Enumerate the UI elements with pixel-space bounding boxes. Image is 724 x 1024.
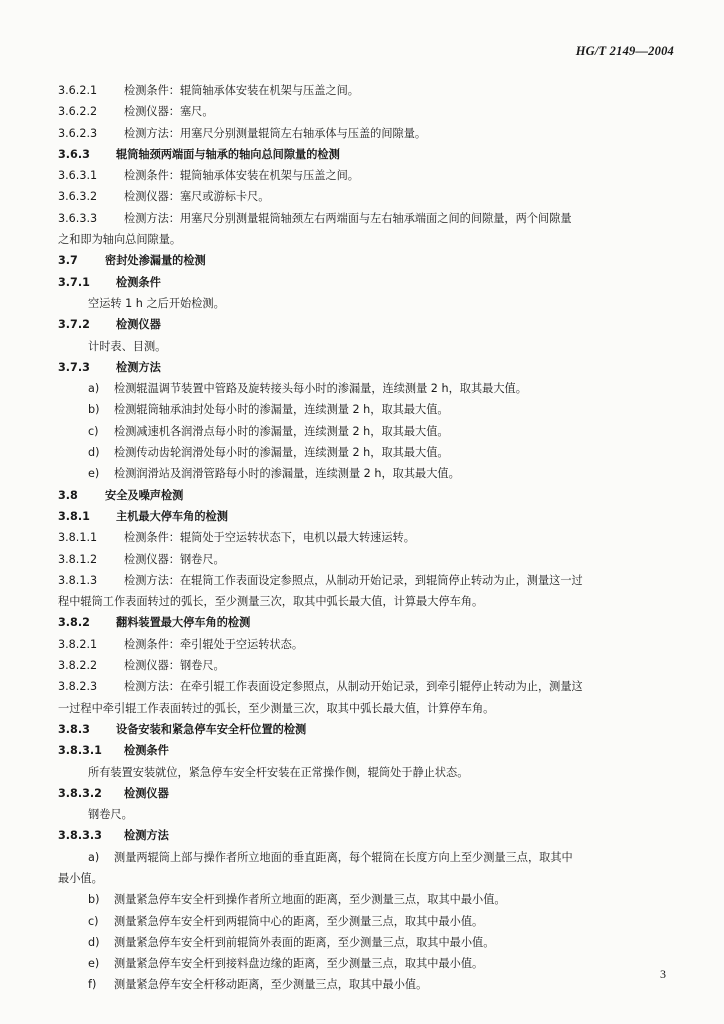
page-body (58, 80, 680, 996)
clause-3-6-3-1: 3.6.3.1 检测条件：辊筒轴承体安装在机架与压盖之间。 (58, 169, 359, 183)
heading-3-8-3-3: 3.8.3.3 检测方法 (58, 829, 169, 843)
item-3-7-3-c: c) 检测减速机各润滑点每小时的渗漏量，连续测量 2 h，取其最大值。 (88, 424, 449, 438)
item-3-8-3-3-f: f) 测量紧急停车安全杆移动距离，至少测量三点，取其中最小值。 (88, 978, 428, 992)
heading-3-8-3-1: 3.8.3.1 检测条件 (58, 744, 169, 758)
para-3-8-3-1: 所有装置安装就位，紧急停车安全杆安装在正常操作侧，辊筒处于静止状态。 (88, 765, 469, 779)
clause-3-8-2-2: 3.8.2.2 检测仪器：钢卷尺。 (58, 659, 225, 673)
para-3-8-3-2: 钢卷尺。 (88, 808, 133, 822)
item-3-8-3-3-a: a) 测量两辊筒上部与操作者所立地面的垂直距离，每个辊筒在长度方向上至少测量三点，取其中 (88, 850, 573, 864)
page-number: 3 (660, 967, 666, 981)
heading-3-6-3: 3.6.3 辊筒轴颈两端面与轴承的轴向总间隙量的检测 (58, 147, 340, 161)
item-3-7-3-b: b) 检测辊筒轴承油封处每小时的渗漏量，连续测量 2 h，取其最大值。 (88, 403, 449, 417)
heading-3-8-3-2: 3.8.3.2 检测仪器 (58, 786, 169, 800)
clause-3-6-3-2: 3.6.3.2 检测仪器：塞尺或游标卡尺。 (58, 190, 270, 204)
para-3-7-1: 空运转 1 h 之后开始检测。 (88, 296, 225, 310)
item-3-7-3-a: a) 检测辊温调节装置中管路及旋转接头每小时的渗漏量，连续测量 2 h，取其最大值。 (88, 382, 527, 396)
clause-3-8-1-3-cont: 程中辊筒工作表面转过的弧长，至少测量三次，取其中弧长最大值，计算最大停车角。 (58, 595, 484, 609)
clause-3-8-2-3-cont: 一过程中牵引辊工作表面转过的弧长，至少测量三次，取其中弧长最大值，计算停车角。 (58, 701, 495, 715)
heading-3-8-3: 3.8.3 设备安装和紧急停车安全杆位置的检测 (58, 722, 307, 736)
item-3-7-3-e: e) 检测润滑站及润滑管路每小时的渗漏量，连续测量 2 h，取其最大值。 (88, 467, 460, 481)
heading-3-7-1: 3.7.1 检测条件 (58, 275, 161, 289)
item-3-8-3-3-b: b) 测量紧急停车安全杆到操作者所立地面的距离，至少测量三点，取其中最小值。 (88, 893, 506, 907)
standard-code-header: HG/T 2149—2004 (575, 44, 674, 58)
clause-3-8-2-3: 3.8.2.3 检测方法：在牵引辊工作表面设定参照点，从制动开始记录，到牵引辊停止转动为止，测量这 (58, 680, 583, 694)
clause-3-6-2-2: 3.6.2.2 检测仪器：塞尺。 (58, 105, 214, 119)
clause-3-6-2-3: 3.6.2.3 检测方法：用塞尺分别测量辊筒左右轴承体与压盖的间隙量。 (58, 126, 427, 140)
item-3-8-3-3-e: e) 测量紧急停车安全杆到接料盘边缘的距离，至少测量三点，取其中最小值。 (88, 957, 484, 971)
heading-3-7-3: 3.7.3 检测方法 (58, 360, 161, 374)
heading-3-8-2: 3.8.2 翻料装置最大停车角的检测 (58, 616, 251, 630)
clause-3-8-1-3: 3.8.1.3 检测方法：在辊筒工作表面设定参照点，从制动开始记录，到辊筒停止转动为止，测量这一过 (58, 573, 583, 587)
clause-3-8-1-2: 3.8.1.2 检测仪器：钢卷尺。 (58, 552, 225, 566)
heading-3-7: 3.7 密封处渗漏量的检测 (58, 254, 206, 268)
item-3-8-3-3-d: d) 测量紧急停车安全杆到前辊筒外表面的距离，至少测量三点，取其中最小值。 (88, 935, 495, 949)
item-3-8-3-3-a-cont: 最小值。 (58, 871, 103, 885)
para-3-7-2: 计时表、目测。 (88, 339, 167, 353)
item-3-8-3-3-c: c) 测量紧急停车安全杆到两辊筒中心的距离，至少测量三点，取其中最小值。 (88, 914, 484, 928)
heading-3-7-2: 3.7.2 检测仪器 (58, 318, 161, 332)
clause-3-6-3-3: 3.6.3.3 检测方法：用塞尺分别测量辊筒轴颈左右两端面与左右轴承端面之间的间隙量，两个间隙量 (58, 211, 572, 225)
clause-3-6-2-1: 3.6.2.1 检测条件：辊筒轴承体安装在机架与压盖之间。 (58, 84, 359, 97)
clause-3-8-2-1: 3.8.2.1 检测条件：牵引辊处于空运转状态。 (58, 637, 304, 651)
heading-3-8: 3.8 安全及噪声检测 (58, 488, 184, 502)
clause-3-8-1-1: 3.8.1.1 检测条件：辊筒处于空运转状态下，电机以最大转速运转。 (58, 531, 415, 545)
heading-3-8-1: 3.8.1 主机最大停车角的检测 (58, 509, 228, 523)
item-3-7-3-d: d) 检测传动齿轮润滑处每小时的渗漏量，连续测量 2 h，取其最大值。 (88, 446, 449, 460)
clause-3-6-3-3-cont: 之和即为轴向总间隙量。 (58, 233, 182, 247)
